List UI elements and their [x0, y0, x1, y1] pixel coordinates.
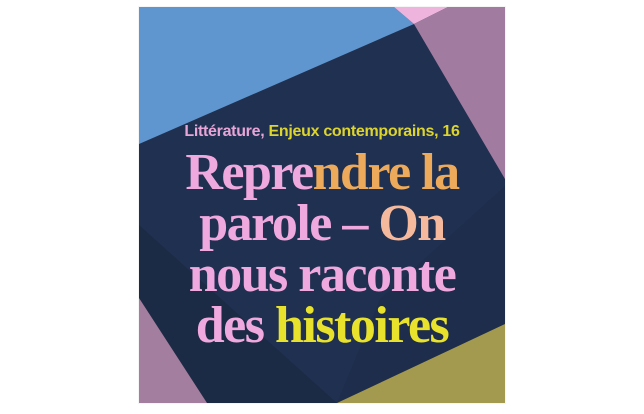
title-line-1: [139, 144, 505, 201]
series-kicker-collection: Enjeux contemporains, 16: [268, 123, 460, 140]
title-line4-seg1: des: [195, 297, 275, 354]
title-line1-seg1: Repre: [185, 144, 313, 201]
series-kicker: [139, 123, 505, 141]
series-kicker-category: Littérature,: [184, 123, 265, 140]
title-line2-seg2: On: [378, 195, 445, 252]
title-line-4: [139, 297, 505, 354]
book-cover: [139, 7, 505, 403]
title-line-3: [139, 246, 505, 303]
title-line4-seg2: histoires: [274, 297, 449, 354]
title-line2-seg1: parole –: [199, 195, 379, 252]
title-line3-seg1: nous raconte: [188, 246, 456, 303]
title-line1-seg2: ndre la: [312, 144, 459, 201]
cover-text-layer: [139, 7, 505, 403]
title-line-2: [139, 195, 505, 252]
cover-title: [139, 144, 505, 354]
